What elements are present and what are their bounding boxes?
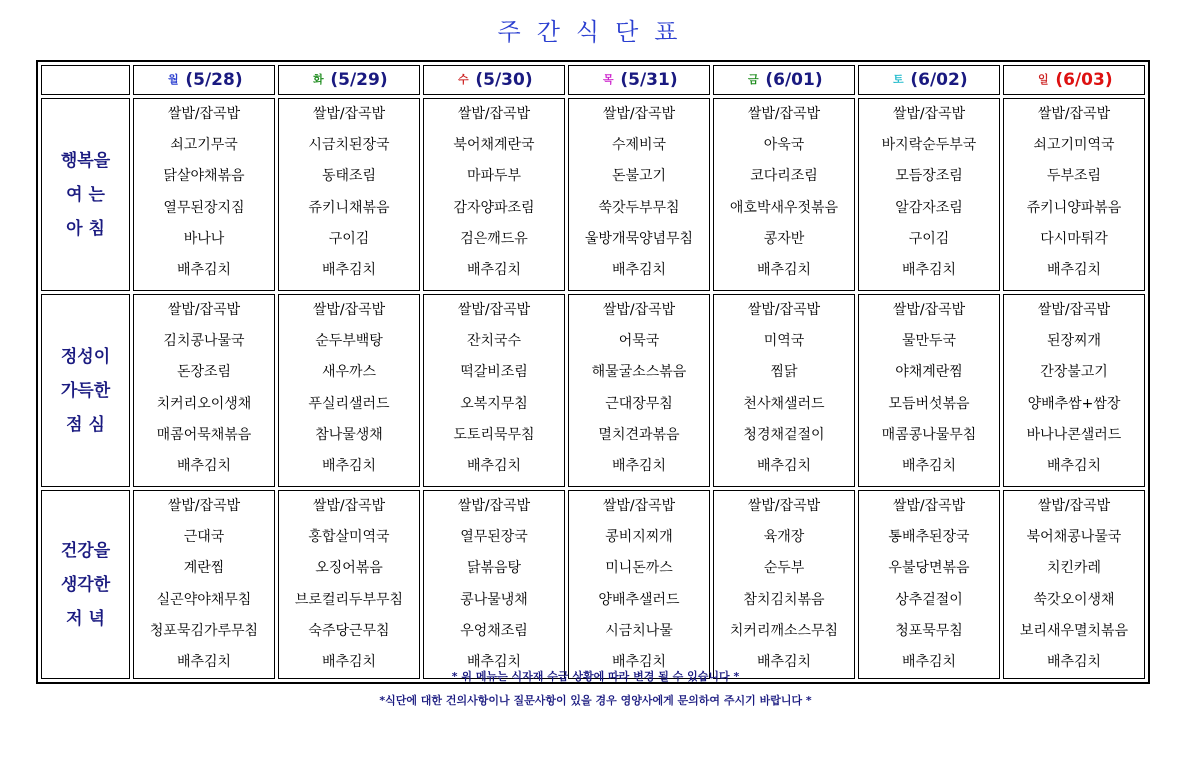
menu-item: 어묵국 xyxy=(618,333,660,350)
menu-cell xyxy=(713,490,855,679)
corner-cell xyxy=(41,65,130,95)
menu-item: 푸실리샐러드 xyxy=(308,395,390,412)
menu-item: 바지락순두부국 xyxy=(881,137,977,154)
menu-item: 천사채샐러드 xyxy=(743,395,825,412)
day-date: (5/28) xyxy=(185,70,243,90)
menu-item: 양배추샐러드 xyxy=(598,591,680,608)
menu-item: 미니돈까스 xyxy=(605,560,673,577)
menu-item: 청포묵무침 xyxy=(895,622,963,639)
menu-item: 바나나 xyxy=(183,230,225,247)
menu-cell xyxy=(133,98,275,291)
menu-item: 배추김치 xyxy=(1046,457,1102,474)
menu-item: 배추김치 xyxy=(321,653,377,670)
menu-cell xyxy=(858,490,1000,679)
day-header-wed xyxy=(423,65,565,95)
menu-item: 코다리조림 xyxy=(750,168,818,185)
menu-item: 찜닭 xyxy=(770,364,798,381)
meal-label-line: 행복을 xyxy=(60,150,111,171)
menu-item: 아욱국 xyxy=(763,137,805,154)
menu-item: 수제비국 xyxy=(611,137,667,154)
menu-cell xyxy=(278,490,420,679)
menu-item: 마파두부 xyxy=(466,168,522,185)
menu-item: 배추김치 xyxy=(611,457,667,474)
day-header-sun xyxy=(1003,65,1145,95)
menu-item: 감자양파조림 xyxy=(453,199,535,216)
menu-item: 간장불고기 xyxy=(1040,364,1108,381)
menu-item: 쑥갓두부무침 xyxy=(598,199,680,216)
meal-label-line: 생각한 xyxy=(60,574,111,595)
menu-item: 근대국 xyxy=(183,529,225,546)
menu-item: 물만두국 xyxy=(901,333,957,350)
menu-item: 쌀밥/잡곡밥 xyxy=(747,106,821,122)
menu-item: 쌀밥/잡곡밥 xyxy=(457,302,531,318)
meal-label xyxy=(41,294,130,487)
day-header-thu xyxy=(568,65,710,95)
menu-item: 쌀밥/잡곡밥 xyxy=(167,302,241,318)
menu-cell xyxy=(278,98,420,291)
menu-item: 콩나물냉채 xyxy=(460,591,528,608)
menu-item: 열무된장국 xyxy=(460,529,528,546)
menu-item: 다시마튀각 xyxy=(1040,230,1108,247)
menu-item: 배추김치 xyxy=(611,261,667,278)
menu-item: 모듬버섯볶음 xyxy=(888,395,970,412)
menu-item: 쌀밥/잡곡밥 xyxy=(1037,302,1111,318)
menu-item: 북어채계란국 xyxy=(453,137,535,154)
menu-item: 우불당면볶음 xyxy=(888,560,970,577)
day-icon: 토 xyxy=(893,73,904,86)
menu-item: 쌀밥/잡곡밥 xyxy=(167,498,241,514)
meal-row-dinner xyxy=(41,490,1145,679)
menu-item: 돈장조림 xyxy=(176,364,232,381)
menu-item: 구이김 xyxy=(908,230,950,247)
menu-item: 두부조림 xyxy=(1046,168,1102,185)
menu-item: 쥬키니양파볶음 xyxy=(1026,199,1122,216)
menu-item: 참나물생채 xyxy=(315,426,383,443)
menu-cell xyxy=(858,294,1000,487)
header-row xyxy=(41,65,1145,95)
menu-item: 알감자조림 xyxy=(895,199,963,216)
menu-cell xyxy=(1003,490,1145,679)
menu-item: 쇠고기미역국 xyxy=(1033,137,1115,154)
menu-item: 쇠고기무국 xyxy=(170,137,238,154)
menu-item: 배추김치 xyxy=(176,457,232,474)
menu-item: 배추김치 xyxy=(176,653,232,670)
day-date: (6/01) xyxy=(765,70,823,90)
menu-item: 시금치나물 xyxy=(605,622,673,639)
menu-item: 치킨카레 xyxy=(1046,560,1102,577)
menu-item: 야채계란찜 xyxy=(895,364,963,381)
menu-item: 새우까스 xyxy=(321,364,377,381)
menu-item: 애호박새우젓볶음 xyxy=(729,199,839,216)
menu-item: 육개장 xyxy=(763,529,805,546)
menu-item: 배추김치 xyxy=(756,457,812,474)
menu-item: 쌀밥/잡곡밥 xyxy=(457,498,531,514)
menu-item: 닭살야채볶음 xyxy=(163,168,245,185)
menu-item: 상추겉절이 xyxy=(895,591,963,608)
menu-item: 실곤약야채무침 xyxy=(156,591,252,608)
day-header-tue xyxy=(278,65,420,95)
menu-item: 쌀밥/잡곡밥 xyxy=(602,302,676,318)
menu-item: 배추김치 xyxy=(901,653,957,670)
meal-label-line: 건강을 xyxy=(60,540,111,561)
menu-item: 배추김치 xyxy=(321,457,377,474)
day-icon: 수 xyxy=(458,73,469,86)
menu-item: 우엉채조림 xyxy=(460,622,528,639)
menu-item: 계란찜 xyxy=(183,560,225,577)
menu-cell xyxy=(713,294,855,487)
menu-item: 오복지무침 xyxy=(460,395,528,412)
menu-cell xyxy=(133,490,275,679)
menu-item: 닭볶음탕 xyxy=(466,560,522,577)
menu-item: 쌀밥/잡곡밥 xyxy=(1037,106,1111,122)
meal-label-line: 점 심 xyxy=(66,414,105,435)
footnote-inquiry-notice: *식단에 대한 건의사항이나 질문사항이 있을 경우 영양사에게 문의하여 주시기 바랍니다 * xyxy=(379,694,812,707)
menu-item: 배추김치 xyxy=(1046,261,1102,278)
menu-cell xyxy=(568,490,710,679)
menu-item: 배추김치 xyxy=(756,653,812,670)
meal-label-line: 저 녁 xyxy=(66,608,105,629)
menu-item: 배추김치 xyxy=(901,261,957,278)
menu-item: 쌀밥/잡곡밥 xyxy=(892,498,966,514)
menu-item: 배추김치 xyxy=(466,653,522,670)
menu-item: 해물굴소스볶음 xyxy=(591,364,687,381)
menu-item: 멸치견과볶음 xyxy=(598,426,680,443)
menu-item: 콩자반 xyxy=(763,230,805,247)
menu-item: 쌀밥/잡곡밥 xyxy=(1037,498,1111,514)
menu-item: 배추김치 xyxy=(611,653,667,670)
menu-item: 숙주당근무침 xyxy=(308,622,390,639)
menu-cell xyxy=(423,98,565,291)
day-header-sat xyxy=(858,65,1000,95)
menu-cell xyxy=(1003,98,1145,291)
menu-item: 홍합살미역국 xyxy=(308,529,390,546)
menu-item: 배추김치 xyxy=(756,261,812,278)
menu-cell xyxy=(568,294,710,487)
menu-item: 도토리묵무침 xyxy=(453,426,535,443)
day-icon: 금 xyxy=(748,73,759,86)
menu-item: 청포묵김가루무침 xyxy=(149,622,259,639)
meal-label xyxy=(41,490,130,679)
menu-cell xyxy=(278,294,420,487)
menu-item: 쌀밥/잡곡밥 xyxy=(602,498,676,514)
menu-cell xyxy=(568,98,710,291)
meal-label-line: 아 침 xyxy=(66,218,105,239)
meal-row-breakfast xyxy=(41,98,1145,291)
menu-item: 쌀밥/잡곡밥 xyxy=(312,498,386,514)
day-icon: 월 xyxy=(168,73,179,86)
menu-item: 배추김치 xyxy=(1046,653,1102,670)
menu-item: 치커리깨소스무침 xyxy=(729,622,839,639)
menu-item: 참치김치볶음 xyxy=(743,591,825,608)
day-date: (5/31) xyxy=(620,70,678,90)
day-icon: 일 xyxy=(1038,73,1049,86)
menu-item: 북어채콩나물국 xyxy=(1026,529,1122,546)
meal-row-lunch xyxy=(41,294,1145,487)
menu-item: 쥬키니채볶음 xyxy=(308,199,390,216)
menu-item: 배추김치 xyxy=(466,457,522,474)
day-date: (6/03) xyxy=(1055,70,1113,90)
menu-item: 모듬장조림 xyxy=(895,168,963,185)
day-date: (6/02) xyxy=(910,70,968,90)
day-header-mon xyxy=(133,65,275,95)
day-date: (5/30) xyxy=(475,70,533,90)
page-title: 주간식단표 xyxy=(497,18,694,46)
menu-item: 브로컬리두부무침 xyxy=(294,591,404,608)
menu-item: 배추김치 xyxy=(901,457,957,474)
menu-cell xyxy=(858,98,1000,291)
menu-item: 검은깨드유 xyxy=(460,230,528,247)
menu-item: 콩비지찌개 xyxy=(605,529,673,546)
menu-item: 보리새우멸치볶음 xyxy=(1019,622,1129,639)
menu-item: 매콤콩나물무침 xyxy=(881,426,977,443)
menu-item: 쌀밥/잡곡밥 xyxy=(602,106,676,122)
menu-item: 잔치국수 xyxy=(466,333,522,350)
menu-item: 근대장무침 xyxy=(605,395,673,412)
menu-item: 배추김치 xyxy=(176,261,232,278)
meal-label-line: 정성이 xyxy=(60,346,111,367)
menu-item: 양배추쌈+쌈장 xyxy=(1027,395,1121,412)
menu-item: 쑥갓오이생채 xyxy=(1033,591,1115,608)
menu-item: 구이김 xyxy=(328,230,370,247)
menu-cell xyxy=(713,98,855,291)
menu-item: 매콤어묵채볶음 xyxy=(156,426,252,443)
footnote-change-notice: * 위 메뉴는 식자재 수급 상황에 따라 변경 될 수 있습니다 * xyxy=(451,670,740,683)
menu-item: 쌀밥/잡곡밥 xyxy=(747,498,821,514)
menu-item: 쌀밥/잡곡밥 xyxy=(312,106,386,122)
menu-item: 김치콩나물국 xyxy=(163,333,245,350)
menu-item: 울방개묵양념무침 xyxy=(584,230,694,247)
menu-item: 열무된장지짐 xyxy=(163,199,245,216)
menu-item: 동태조림 xyxy=(321,168,377,185)
day-date: (5/29) xyxy=(330,70,388,90)
menu-cell xyxy=(423,490,565,679)
menu-item: 떡갈비조림 xyxy=(460,364,528,381)
menu-item: 순두부백탕 xyxy=(315,333,383,350)
menu-item: 쌀밥/잡곡밥 xyxy=(892,106,966,122)
menu-item: 바나나콘샐러드 xyxy=(1026,426,1122,443)
menu-item: 배추김치 xyxy=(466,261,522,278)
menu-cell xyxy=(1003,294,1145,487)
meal-label-line: 여 는 xyxy=(66,184,105,205)
menu-cell xyxy=(423,294,565,487)
menu-item: 쌀밥/잡곡밥 xyxy=(167,106,241,122)
menu-item: 쌀밥/잡곡밥 xyxy=(312,302,386,318)
meal-label xyxy=(41,98,130,291)
menu-item: 쌀밥/잡곡밥 xyxy=(457,106,531,122)
menu-cell xyxy=(133,294,275,487)
menu-item: 돈불고기 xyxy=(611,168,667,185)
menu-item: 순두부 xyxy=(763,560,805,577)
menu-item: 통배추된장국 xyxy=(888,529,970,546)
menu-item: 오징어볶음 xyxy=(315,560,383,577)
menu-item: 된장찌개 xyxy=(1046,333,1102,350)
day-icon: 화 xyxy=(313,73,324,86)
meal-label-line: 가득한 xyxy=(60,380,111,401)
menu-item: 배추김치 xyxy=(321,261,377,278)
menu-item: 미역국 xyxy=(763,333,805,350)
menu-item: 쌀밥/잡곡밥 xyxy=(892,302,966,318)
menu-item: 시금치된장국 xyxy=(308,137,390,154)
day-icon: 목 xyxy=(603,73,614,86)
menu-item: 치커리오이생채 xyxy=(156,395,252,412)
menu-item: 쌀밥/잡곡밥 xyxy=(747,302,821,318)
menu-item: 청경채겉절이 xyxy=(743,426,825,443)
weekly-menu-table xyxy=(36,60,1150,684)
day-header-fri xyxy=(713,65,855,95)
